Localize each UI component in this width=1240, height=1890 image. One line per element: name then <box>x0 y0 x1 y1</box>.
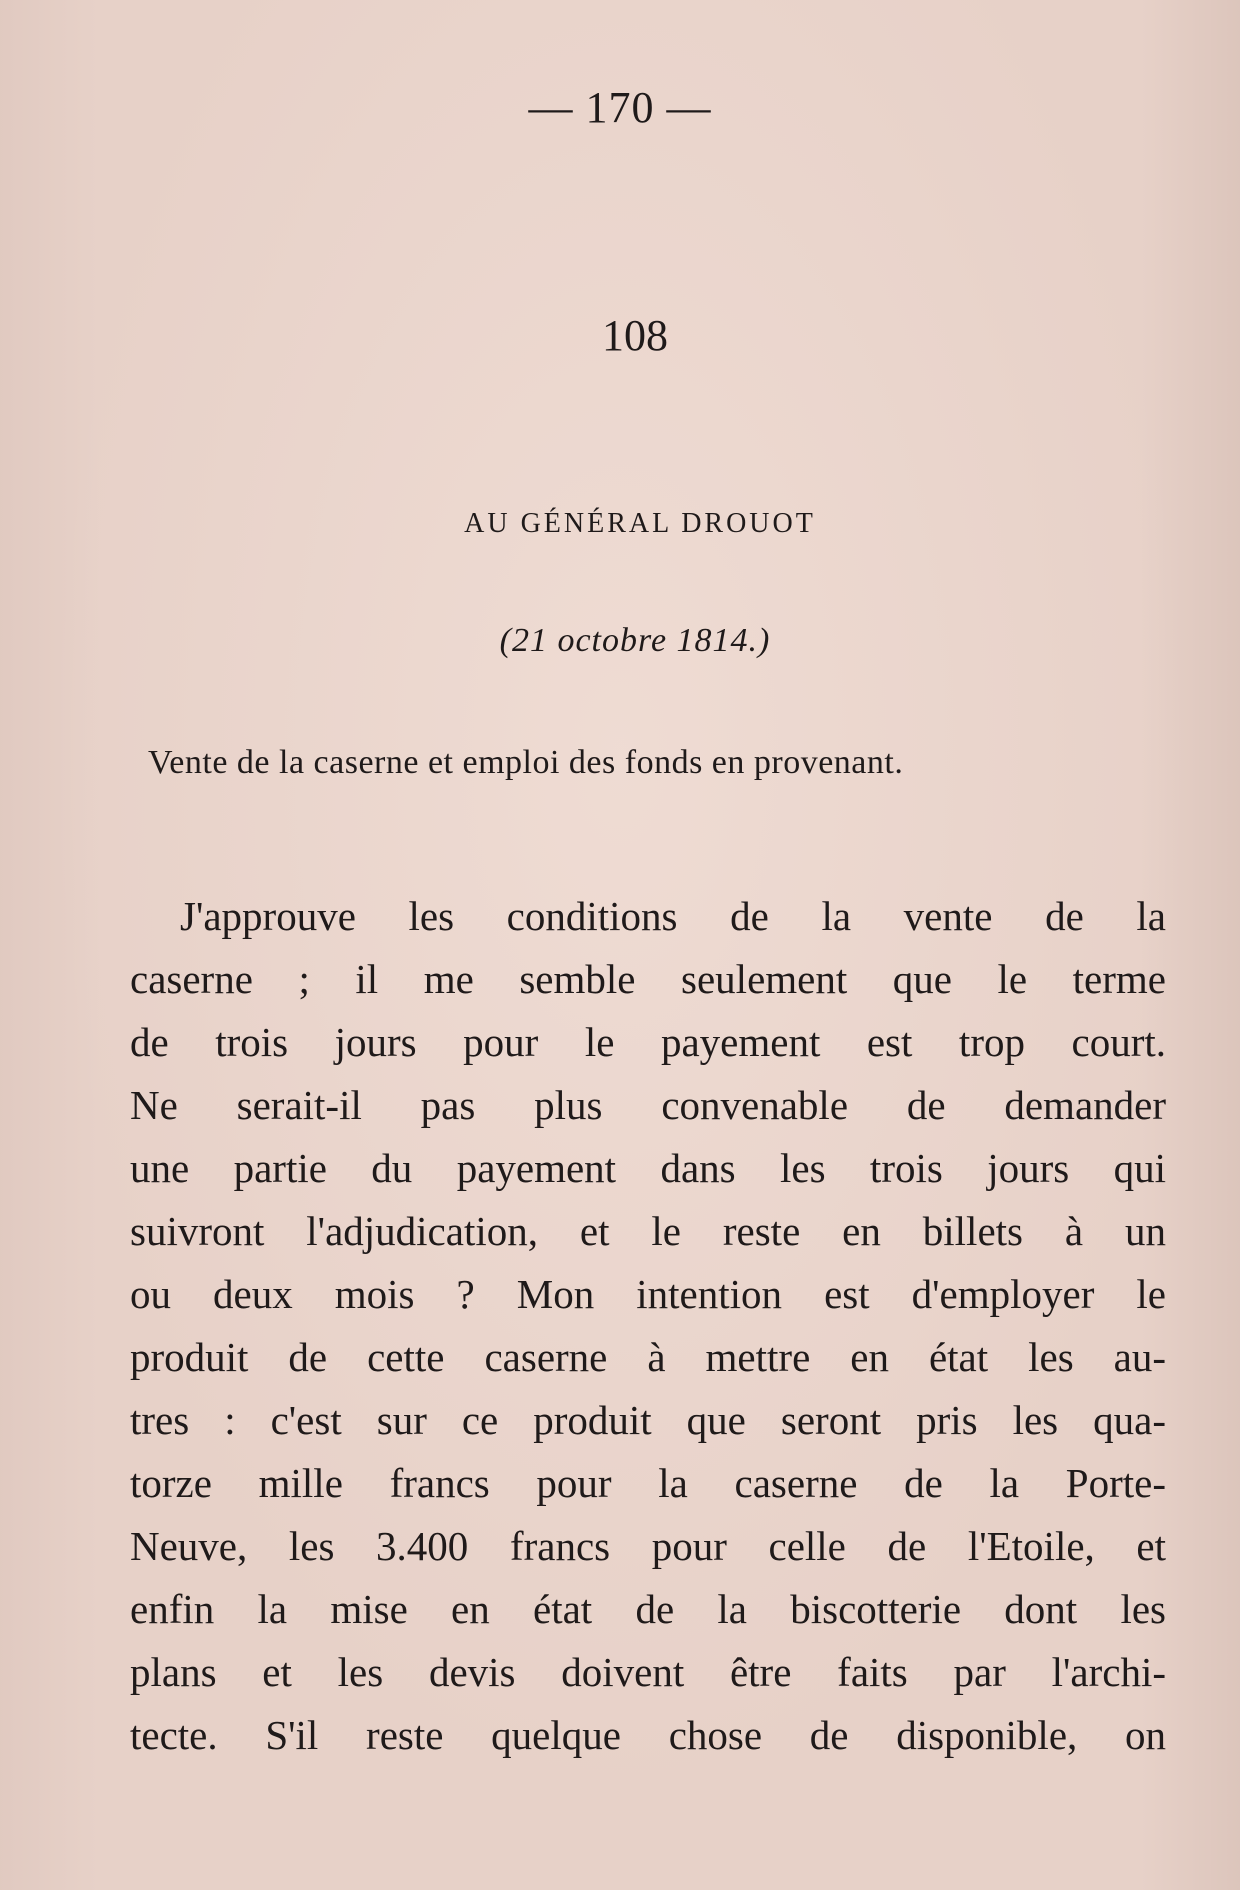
body-line: caserne ; il me semble seulement que le terme <box>130 956 1166 1002</box>
page-number: — 170 — <box>528 83 712 132</box>
letter-date: (21 octobre 1814.) <box>499 622 771 659</box>
letter-summary: Vente de la caserne et emploi des fonds en provenant. <box>148 744 904 781</box>
body-line: Neuve, les 3.400 francs pour celle de l'Etoile, et <box>130 1523 1166 1569</box>
body-line: ou deux mois ? Mon intention est d'employer le <box>130 1271 1166 1317</box>
body-line: Ne serait-il pas plus convenable de demander <box>130 1082 1166 1128</box>
body-line: tres : c'est sur ce produit que seront pris les qua- <box>130 1397 1166 1443</box>
body-line: tecte. S'il reste quelque chose de disponible, on <box>130 1712 1166 1758</box>
body-line: enfin la mise en état de la biscotterie dont les <box>130 1586 1166 1632</box>
letter-body <box>130 885 1166 1767</box>
body-line: de trois jours pour le payement est trop court. <box>130 1019 1166 1065</box>
body-line: suivront l'adjudication, et le reste en billets à un <box>130 1208 1166 1254</box>
letter-number: 108 <box>602 311 668 360</box>
body-line: J'approuve les conditions de la vente de la <box>180 893 1166 939</box>
body-line: plans et les devis doivent être faits par l'archi- <box>130 1649 1166 1695</box>
body-line: torze mille francs pour la caserne de la Porte- <box>130 1460 1166 1506</box>
body-line: produit de cette caserne à mettre en état les au- <box>130 1334 1166 1380</box>
body-line: une partie du payement dans les trois jours qui <box>130 1145 1166 1191</box>
letter-recipient: AU GÉNÉRAL DROUOT <box>464 508 816 539</box>
